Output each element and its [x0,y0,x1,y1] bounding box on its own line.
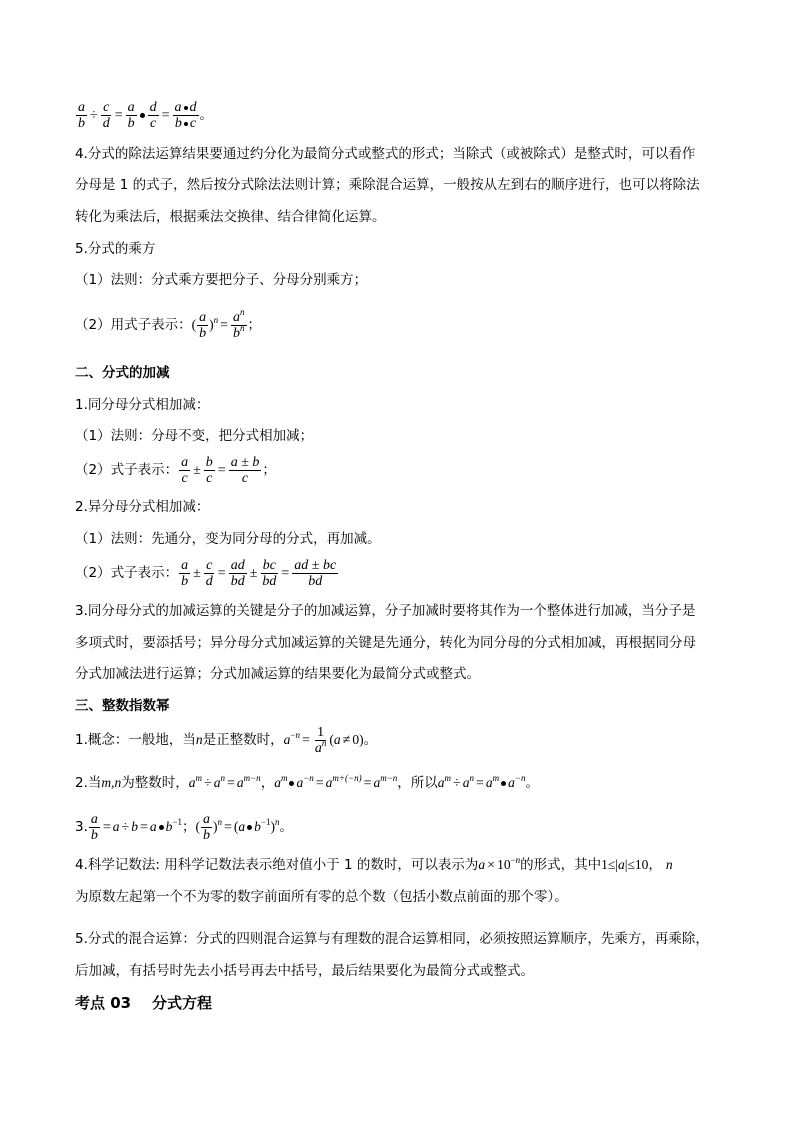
sec2-s2-rule: （1）法则：先通分，变为同分母的分式，再加减。 [75,531,381,547]
sec2-s2-title: 2.异分母分式相加减： [75,499,210,515]
power-formula: （2）用式子表示：( $\frac{a}{b}$ )$^n$ = $\frac{a^n}{b^n}$ ； [75,307,261,341]
sec2-s3-line-1: 3.同分母分式的加减运算的关键是分子的加减运算，分子加减时要将其作为一个整体进行加减，当分子是 [75,603,696,619]
exponent-division-rule: 2.当m,n为整数时，$a^m \div a^n = a^{m-n}$，$a^m$ $a^{-n} = a^{m+(-n)} = a^{m-n}$，所以$a^m \div a^n = a^m$ $a^{-n}$。 [75,773,539,791]
different-denominator-formula: （2）式子表示： $\frac{a}{b}$ ± $\frac{c}{d}$ = $\frac{ad}{bd}$ ± $\frac{bc}{bd}$ = $\frac{ad \pm bc}{bd}$ [75,558,337,589]
scientific-notation-line-2: 为原数左起第一个不为零的数字前面所有零的总个数（包括小数点前面的那个零）。 [75,889,568,905]
para-5-rule: （1）法则：分式乘方要把分子、分母分别乘方； [75,272,368,288]
sec2-s1-rule: （1）法则：分母不变，把分式相加减； [75,428,314,444]
mixed-operations-line-1: 5.分式的混合运算：分式的四则混合运算与有理数的混合运算相同，必须按照运算顺序，先乘方，再乘除， [75,931,709,947]
para-5-title: 5.分式的乘方 [75,241,156,257]
mixed-operations-line-2: 后加减，有括号时先去小括号再去中括号，最后结果要化为最简分式或整式。 [75,963,534,979]
para-4-line-2: 分母是 1 的式子，然后按分式除法法则计算；乘除混合运算，一般按从左到右的顺序进行，也可以将除法 [75,177,700,193]
same-denominator-formula: （2）式子表示： $\frac{a}{c}$ ± $\frac{b}{c}$ = $\frac{a \pm b}{c}$ ； [75,455,276,486]
sec2-s3-line-3: 分式加减法进行运算；分式加减运算的结果要化为最简分式或整式。 [75,666,480,682]
para-4-line-3: 转化为乘法后，根据乘法交换律、结合律简化运算。 [75,209,386,225]
section-3-heading: 三、整数指数幂 [75,698,170,714]
negative-exponent-concept: 1.概念：一般地，当n是正整数时，$a^{-n}$ = $\frac{1}{a^n}$ (a ≠ 0)。 [75,725,378,756]
section-2-heading: 二、分式的加减 [75,365,170,381]
fraction-as-product: 3. $\frac{a}{b}$ = a ÷ b = a $b^{-1}$；( $\frac{a}{b}$ )$^n$ = (a $b^{-1})^n$。 [75,812,293,843]
sec2-s1-title: 1.同分母分式相加减： [75,397,210,413]
division-formula: $\frac{a}{b}$ ÷ $\frac{c}{d}$ = $\frac{a}{b}$ $\frac{d}{c}$ = $\frac{\text{a d}}{\text{b c}}$ 。 [78,100,213,131]
scientific-notation-line-1: 4.科学记数法: 用科学记数法表示绝对值小于 1 的数时，可以表示为$a \times 10^{-n}$的形式，其中1≤|a|≤10， n [75,855,673,873]
kaodian-03-heading: 考点 03 分式方程 [75,994,212,1012]
sec2-s3-line-2: 多项式时，要添括号；异分母分式加减运算的关键是先通分，转化为同分母的分式相加减，再根据同分母 [75,635,696,651]
para-4-line-1: 4.分式的除法运算结果要通过约分化为最简分式或整式的形式；当除式（或被除式）是整式时，可以看作 [75,146,696,162]
